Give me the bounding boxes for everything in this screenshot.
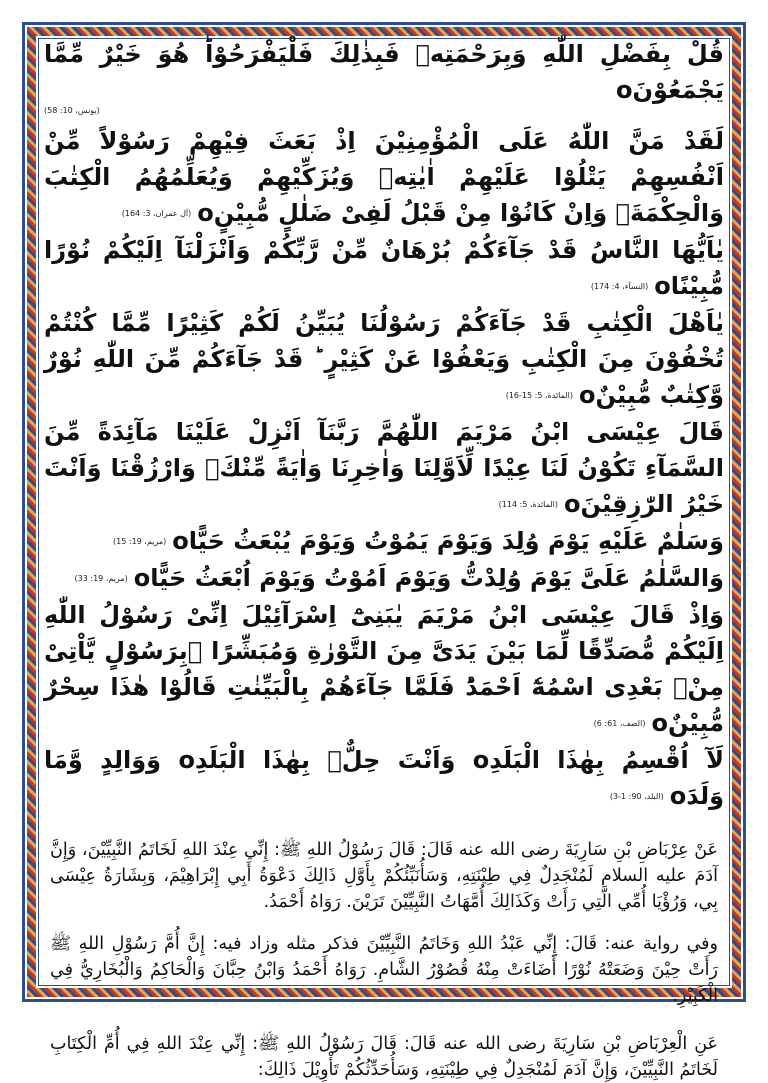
verse-4-reference: (المائدة، 5: 15-16) [505,390,574,400]
verse-3-reference: (النسآء، 4: 174) [590,281,649,291]
verse-9: لَآ اُقْسِمُ بِهٰذَا الْبَلَدِo وَاَنْتَ حِلٌّۢ بِهٰذَا الْبَلَدِo وَوَالِدٍ وَّمَا وَلَدَo(البلد، 90: 1-3) [44,745,725,810]
hadith-1: عَنْ عِرْبَاضِ بْنِ سَارِيَةَ رضى الله عنه قَالَ: قَالَ رَسُوْلُ اللهِ ﷺ: إِنِّي عِنْدَ اللهِ لَخَاتَمُ النَّبِيِّيْنَ، وَإِنَّ آدَمَ عليه السلام لَمُنْجَدِلٌ فِي طِيْنَتِهِ، وَسَأُنَبِّئُكُمْ بِأَوَّلِ ذَالِكَ دَعْوَةُ أَبِي إِبْرَاهِيْمَ، وَبِشَارَةُ عِيْسَى بِي، وَرُؤْيَا أُمِّي الَّتِي رَأَتْ وَكَذَالِكَ أُمَّهَاتُ النَّبِيِّيْنَ تَرَيْنَ. رَوَاهُ أَحْمَدُ. [50,839,718,912]
verse-7: وَالسَّلٰمُ عَلَیَّ يَوْمَ وُلِدْتُّ وَيَوْمَ اَمُوْتُ وَيَوْمَ اُبْعَثُ حَيًّاo(مريم، 19: 33) [74,563,724,592]
verse-5-reference: (المائدة، 5: 114) [498,499,559,509]
verse-6-reference: (مريم، 19: 15) [113,536,167,546]
verse-7-reference: (مريم، 19: 33) [74,573,128,583]
verse-1: قُلْ بِفَضْلِ اللّٰهِ وَبِرَحْمَتِهٖ فَبِذٰلِكَ فَلْيَفْرَحُوْاؕ هُوَ خَيْرٌ مِّمَّا يَجْمَعُوْنَo [44,40,724,104]
verse-3: يٰاَيُّهَا النَّاسُ قَدْ جَآءَكُمْ بُرْهَانٌ مِّنْ رَّبِّكُمْ وَاَنْزَلْنَآ اِلَيْكُمْ نُوْرًا مُّبِيْنًاo(النسآء، 4: 174) [44,235,724,300]
verse-2: لَقَدْ مَنَّ اللّٰهُ عَلَى الْمُؤْمِنِيْنَ اِذْ بَعَثَ فِيْهِمْ رَسُوْلاً مِّنْ اَنْفُسِهِمْ يَتْلُوْا عَلَيْهِمْ اٰيٰتِهٖ وَيُزَكِّيْهِمْ وَيُعَلِّمُهُمُ الْكِتٰبَ وَالْحِكْمَةَۚ وَاِنْ كَانُوْا مِنْ قَبْلُ لَفِیْ ضَلٰلٍ مُّبِيْنٍo(آل عمران، 3: 164) [44,126,724,227]
verse-1-reference: (يونس، 10: 58) [44,106,100,115]
verse-8: وَاِذْ قَالَ عِيْسَى ابْنُ مَرْيَمَ يٰبَنِیْٓ اِسْرَآئِيْلَ اِنِّیْ رَسُوْلُ اللّٰهِ اِلَيْكُمْ مُّصَدِّقًا لِّمَا بَيْنَ يَدَیَّ مِنَ التَّوْرٰةِ وَمُبَشِّرًا ۢبِرَسُوْلٍ يَّاْتِیْ مِنْۢ بَعْدِی اسْمُهٗٓ اَحْمَدُؕ فَلَمَّا جَآءَهُمْ بِالْبَيِّنٰتِ قَالُوْا هٰذَا سِحْرٌ مُّبِيْنٌo(الصف، 61: 6) [44,600,724,737]
verse-4: يٰاَهْلَ الْكِتٰبِ قَدْ جَآءَكُمْ رَسُوْلُنَا يُبَيِّنُ لَكُمْ كَثِيْرًا مِّمَّا كُنْتُمْ تُخْفُوْنَ مِنَ الْكِتٰبِ وَيَعْفُوْا عَنْ كَثِيْرٍ ؕ قَدْ جَآءَكُمْ مِّنَ اللّٰهِ نُوْرٌ وَّكِتٰبٌ مُّبِيْنٌo(المائدة، 5: 15-16) [44,308,724,409]
verse-5: قَالَ عِيْسَى ابْنُ مَرْيَمَ اللّٰهُمَّ رَبَّنَآ اَنْزِلْ عَلَيْنَا مَآئِدَةً مِّنَ السَّمَآءِ تَكُوْنُ لَنَا عِيْدًا لِّاَوَّلِنَا وَاٰخِرِنَا وَاٰيَةً مِّنْكَۚ وَارْزُقْنَا وَاَنْتَ خَيْرُ الرّٰزِقِيْنَo(المائدة، 5: 114) [44,417,724,518]
verse-2-reference: (آل عمران، 3: 164) [121,208,192,218]
hadith-2: وفي رواية عنه: قَالَ: إِنِّي عَبْدُ اللهِ وَخَاتَمُ النَّبِيِّيْنَ فذكر مثله وزاد فيه: إِنَّ أُمَّ رَسُوْلِ اللهِ ﷺ رَأَتْ حِيْنَ وَضَعَتْهُ نُوْرًا أَضَاءَتْ مِنْهُ قُصُوْرُ الشَّامِ. رَوَاهُ أَحْمَدُ وَابْنُ حِبَّانَ وَالْحَاكِمُ وَالْبُخَارِيُّ فِي الْكَبِيْرِ. [50,933,718,1006]
hadith-3: عَنِ الْعِرْبَاضِ بْنِ سَارِيَةَ رضى الله عنه قَالَ: قَالَ رَسُوْلُ اللهِ ﷺ: إِنِّي عِنْدَ اللهِ فِي أُمِّ الْكِتَابِ لَخَاتَمُ النَّبِيِّيْنَ، وَإِنَّ آدَمَ لَمُنْجَدِلٌ فِي طِيْنَتِهِ، وَسَأُحَدِّثُكُمْ تَأْوِيْلَ ذَالِكَ: [50,1033,718,1080]
verse-6: وَسَلٰمٌ عَلَيْهِ يَوْمَ وُلِدَ وَيَوْمَ يَمُوْتُ وَيَوْمَ يُبْعَثُ حَيًّاo(مريم، 19: 15) [113,526,724,555]
verse-8-reference: (الصف، 61: 6) [593,718,646,728]
verse-9-reference: (البلد، 90: 1-3) [609,791,664,801]
page-content [44,36,725,1080]
